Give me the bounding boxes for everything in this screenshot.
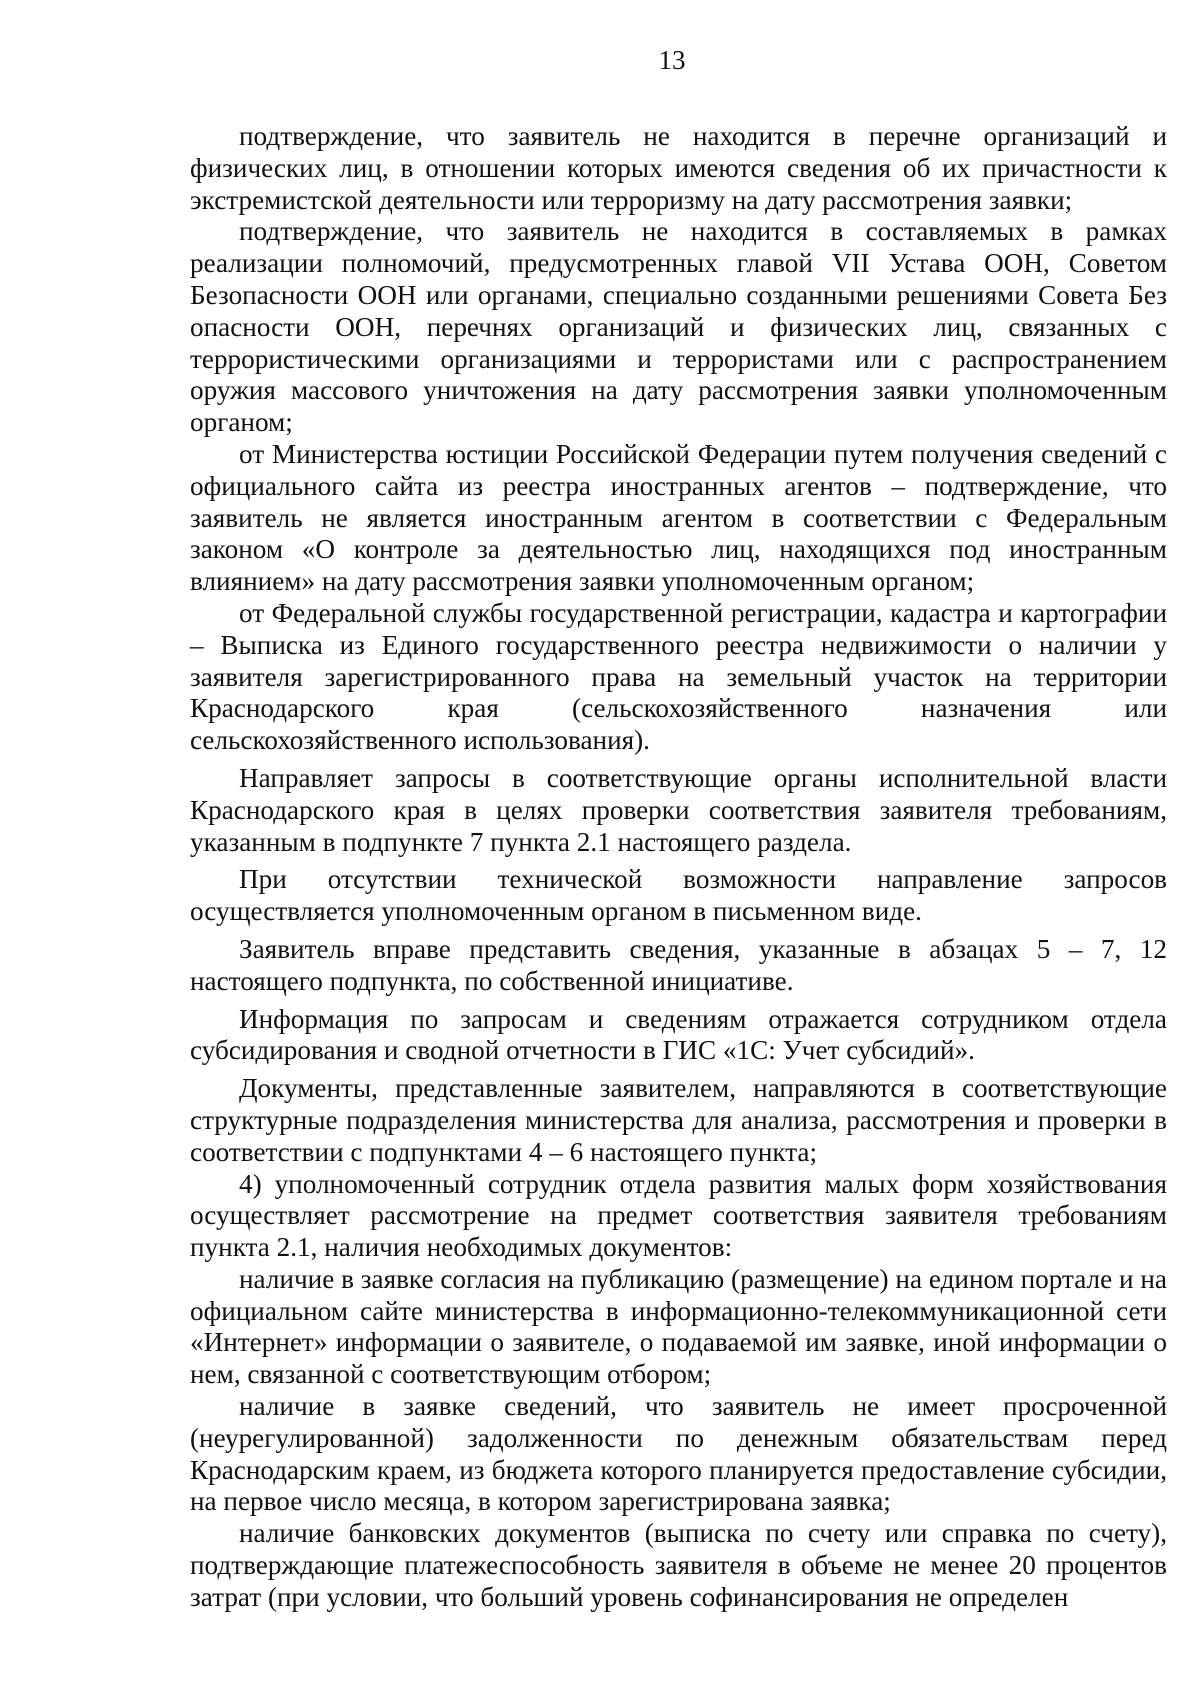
paragraph: от Федеральной службы государственной регистрации, кадастра и картографии – Выписка из Единого государственного реестра недвижимости о наличии у заявителя зарегистрированного права на земельный участок на территории Краснодарского края (сельскохозяйственного назначения или сельскохозяйственного использования). <box>190 597 1167 756</box>
paragraph: Направляет запросы в соответствующие органы исполнительной власти Краснодарского края в целях проверки соответствия заявителя требованиям, указанным в подпункте 7 пункта 2.1 настоящего раздела. <box>190 762 1167 857</box>
paragraph: подтверждение, что заявитель не находится в перечне организаций и физических лиц, в отношении которых имеются сведения об их причастности к экстремистской деятельности или терроризму на дату рассмотрения заявки; <box>190 121 1167 215</box>
page-number: 13 <box>658 45 686 75</box>
paragraph: Документы, представленные заявителем, направляются в соответствующие структурные подразделения министерства для анализа, рассмотрения и проверки в соответствии с подпунктами 4 – 6 настоящего пункта; <box>190 1073 1167 1167</box>
paragraph: Заявитель вправе представить сведения, указанные в абзацах 5 – 7, 12 настоящего подпункта, по собственной инициативе. <box>190 933 1167 996</box>
document-body <box>190 121 1167 1614</box>
paragraph: При отсутствии технической возможности направление запросов осуществляется уполномоченным органом в письменном виде. <box>190 864 1167 927</box>
paragraph: подтверждение, что заявитель не находится в составляемых в рамках реализации полномочий, предусмотренных главой VII Устава ООН, Советом Безопасности ООН или органами, специально созданными решениями Совета Без опасности ООН, перечнях организаций и физических лиц, связанных с террористическими организациями и террористами или с распространением оружия массового уничтожения на дату рассмотрения заявки уполномоченным органом; <box>190 216 1167 438</box>
paragraph: наличие в заявке сведений, что заявитель не имеет просроченной (неурегулированной) задолженности по денежным обязательствам перед Краснодарским краем, из бюджета которого планируется предоставление субсидии, на первое число месяца, в котором зарегистрирована заявка; <box>190 1391 1167 1517</box>
paragraph: от Министерства юстиции Российской Федерации путем получения сведений с официального сайта из реестра иностранных агентов – подтверждение, что заявитель не является иностранным агентом в соответствии с Федеральным законом «О контроле за деятельностью лиц, находящихся под иностранным влиянием» на дату рассмотрения заявки уполномоченным органом; <box>190 438 1167 597</box>
paragraph: наличие в заявке согласия на публикацию (размещение) на едином портале и на официальном сайте министерства в информационно-телекоммуникационной сети «Интернет» информации о заявителе, о подаваемой им заявке, иной информации о нем, связанной с соответствующим отбором; <box>190 1263 1167 1390</box>
paragraph: наличие банковских документов (выписка по счету или справка по счету), подтверждающие платежеспособность заявителя в объеме не менее 20 процентов затрат (при условии, что больший уровень софинансирования не определен <box>190 1518 1167 1612</box>
paragraph: 4) уполномоченный сотрудник отдела развития малых форм хозяйствования осуществляет рассмотрение на предмет соответствия заявителя требованиям пункта 2.1, наличия необходимых документов: <box>190 1168 1167 1263</box>
paragraph: Информация по запросам и сведениям отражается сотрудником отдела субсидирования и сводной отчетности в ГИС «1С: Учет субсидий». <box>190 1003 1167 1066</box>
